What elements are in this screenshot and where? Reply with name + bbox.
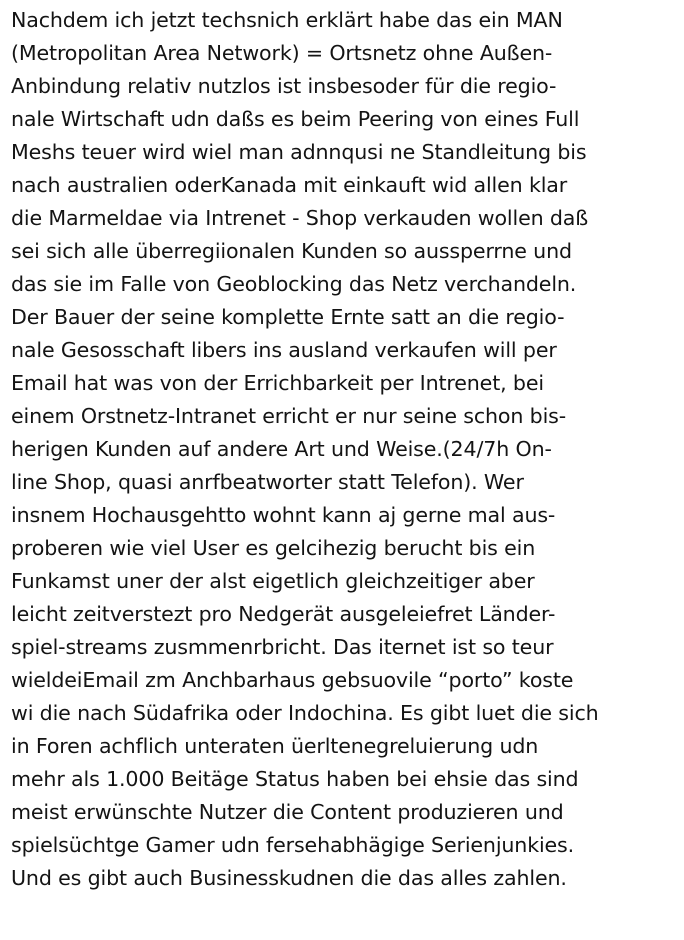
text-line: das sie im Falle von Geoblocking das Netz verchandeln. — [11, 272, 577, 296]
text-line: sei sich alle überregiionalen Kunden so aussperrne und — [11, 239, 572, 263]
text-line: (Metropolitan Area Network) = Ortsnetz ohne Außen- — [11, 41, 553, 65]
text-line: Anbindung relativ nutzlos ist insbesoder für die regio- — [11, 74, 557, 98]
text-line: in Foren achflich unteraten üerltenegreluierung udn — [11, 734, 539, 758]
text-line: proberen wie viel User es gelcihezig berucht bis ein — [11, 536, 536, 560]
text-line: line Shop, quasi anrfbeatworter statt Telefon). Wer — [11, 470, 524, 494]
text-line: insnem Hochausgehtto wohnt kann aj gerne mal aus- — [11, 503, 556, 527]
text-line: Funkamst uner der alst eigetlich gleichzeitiger aber — [11, 569, 535, 593]
text-line: wieldeiEmail zm Anchbarhaus gebsuovile “porto” koste — [11, 668, 574, 692]
text-line: Nachdem ich jetzt techsnich erklärt habe das ein MAN — [11, 8, 563, 32]
text-line: mehr als 1.000 Beitäge Status haben bei ehsie das sind — [11, 767, 579, 791]
text-line: nale Gesosschaft libers ins ausland verkaufen will per — [11, 338, 557, 362]
text-line: Email hat was von der Errichbarkeit per Intrenet, bei — [11, 371, 544, 395]
text-line: Und es gibt auch Businesskudnen die das alles zahlen. — [11, 866, 567, 890]
text-line: spielsüchtge Gamer udn fersehabhägige Serienjunkies. — [11, 833, 575, 857]
text-line: nale Wirtschaft udn daßs es beim Peering von eines Full — [11, 107, 580, 131]
text-line: leicht zeitverstezt pro Nedgerät ausgeleiefret Länder- — [11, 602, 556, 626]
body-paragraph — [11, 4, 681, 895]
text-line: nach australien oderKanada mit einkauft wid allen klar — [11, 173, 568, 197]
text-line: Meshs teuer wird wiel man adnnqusi ne Standleitung bis — [11, 140, 587, 164]
text-line: Der Bauer der seine komplette Ernte satt an die regio- — [11, 305, 565, 329]
text-line: meist erwünschte Nutzer die Content produzieren und — [11, 800, 564, 824]
text-line: herigen Kunden auf andere Art und Weise.(24/7h On- — [11, 437, 552, 461]
text-line: wi die nach Südafrika oder Indochina. Es gibt luet die sich — [11, 701, 599, 725]
text-line: spiel-streams zusmmenrbricht. Das iternet ist so teur — [11, 635, 554, 659]
text-line: die Marmeldae via Intrenet - Shop verkauden wollen daß — [11, 206, 589, 230]
text-line: einem Orstnetz-Intranet erricht er nur seine schon bis- — [11, 404, 567, 428]
